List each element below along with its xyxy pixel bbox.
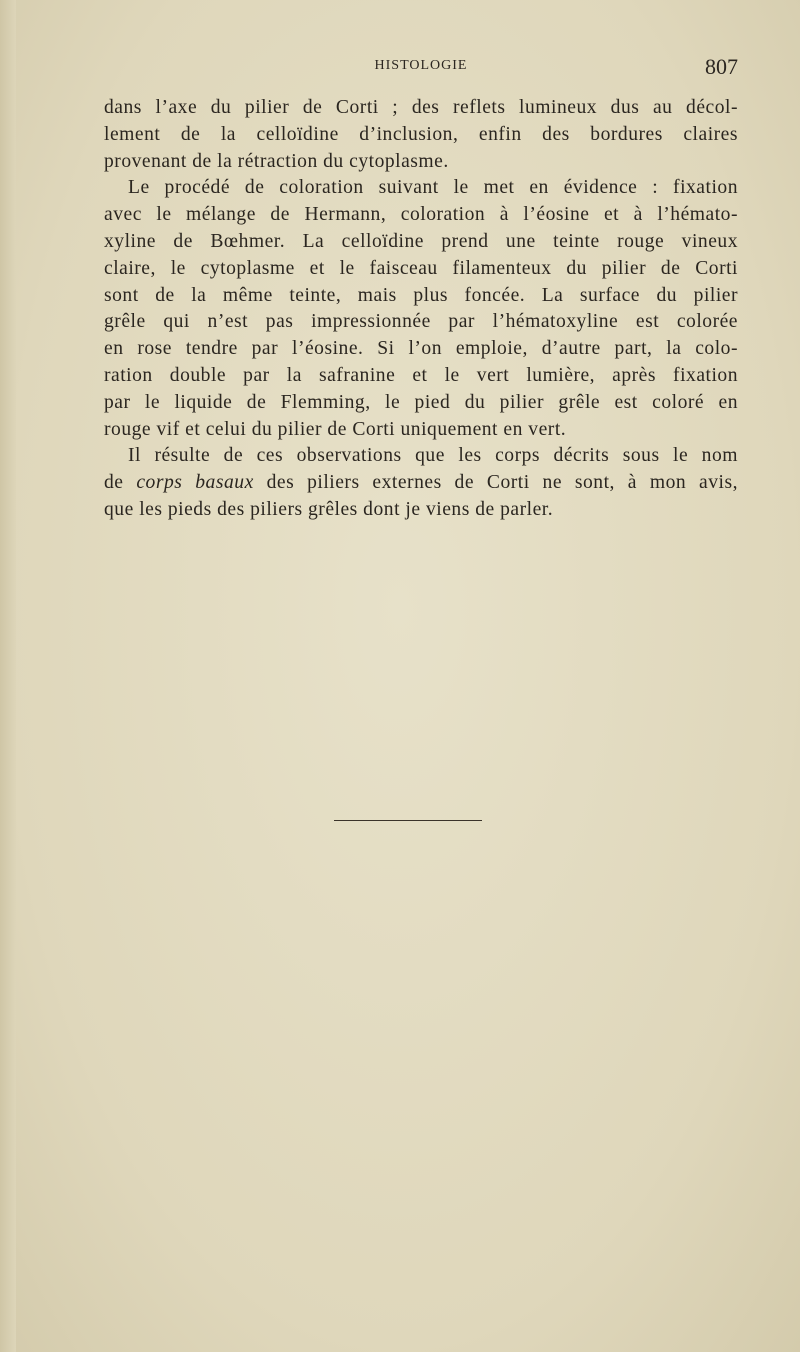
text-line: lement de la celloïdine d’inclusion, enfin des bordures claires <box>104 123 738 145</box>
text-line: claire, le cytoplasme et le faisceau filamenteux du pilier de Corti <box>104 257 738 279</box>
text-line: xyline de Bœhmer. La celloïdine prend une teinte rouge vineux <box>104 230 738 252</box>
text-line-mixed <box>104 470 738 497</box>
text-line: ration double par la safranine et le vert lumière, après fixation <box>104 364 738 386</box>
body-text <box>104 95 738 524</box>
text-line: par le liquide de Flemming, le pied du pilier grêle est coloré en <box>104 391 738 413</box>
text-line: en rose tendre par l’éosine. Si l’on emploie, d’autre part, la colo- <box>104 338 738 360</box>
text-line-rest: des piliers externes de Corti ne sont, à mon avis, <box>266 472 738 494</box>
section-end-rule <box>334 820 482 821</box>
text-line: Le procédé de coloration suivant le met en évidence : fixation <box>128 177 738 199</box>
text-line-prefix: de <box>104 472 124 494</box>
text-line: avec le mélange de Hermann, coloration à l’éosine et à l’hémato- <box>104 204 738 226</box>
page-number: 807 <box>705 54 738 79</box>
running-head <box>104 56 738 80</box>
text-line: sont de la même teinte, mais plus foncée. La surface du pilier <box>104 284 738 306</box>
page-left-edge <box>0 0 16 1352</box>
text-line: grêle qui n’est pas impressionnée par l’hématoxyline est colorée <box>104 311 738 333</box>
text-line: provenant de la rétraction du cytoplasme. <box>104 150 449 172</box>
italic-term: corps basaux <box>136 472 254 494</box>
running-title: HISTOLOGIE <box>374 58 468 73</box>
text-line: que les pieds des piliers grêles dont je viens de parler. <box>104 498 554 520</box>
text-line: rouge vif et celui du pilier de Corti uniquement en vert. <box>104 418 567 440</box>
text-line: dans l’axe du pilier de Corti ; des reflets lumineux dus au décol- <box>104 97 738 118</box>
text-line: Il résulte de ces observations que les corps décrits sous le nom <box>128 445 738 467</box>
